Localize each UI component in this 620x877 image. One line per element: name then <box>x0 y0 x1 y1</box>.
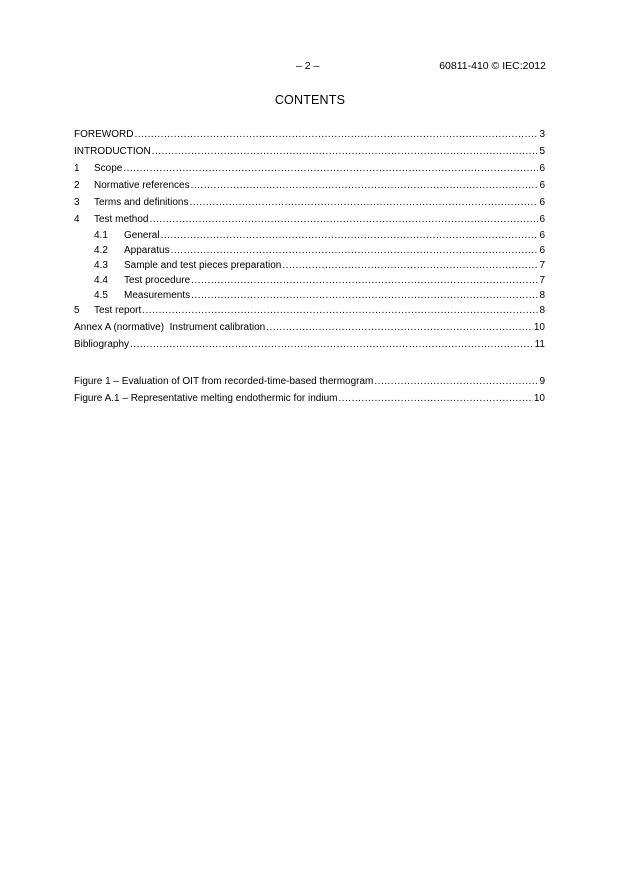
list-of-figures <box>74 376 545 405</box>
toc-entry-title: Annex A (normative) Instrument calibration <box>74 322 266 333</box>
toc-entry-scope[interactable] <box>74 163 545 175</box>
dot-leader <box>266 322 533 334</box>
toc-entry-title: Scope <box>94 163 123 174</box>
toc-entry-page: 7 <box>539 260 545 271</box>
dot-leader <box>123 163 538 175</box>
dot-leader <box>190 197 539 209</box>
header-document-id: 60811-410 © IEC:2012 <box>439 60 546 72</box>
toc-entry-title: General <box>124 230 160 241</box>
toc-entry-page: 7 <box>539 275 545 286</box>
toc-entry-introduction[interactable] <box>74 146 545 158</box>
figure-entry-1[interactable] <box>74 376 545 388</box>
toc-entry-page: 3 <box>539 129 545 140</box>
toc-entry-title: Measurements <box>124 290 191 301</box>
toc-entry-title: Sample and test pieces preparation <box>124 260 282 271</box>
dot-leader <box>282 260 538 272</box>
toc-entry-number: 4 <box>74 214 80 225</box>
dot-leader <box>171 245 539 257</box>
toc-entry-title: Terms and definitions <box>94 197 189 208</box>
toc-entry-page: 6 <box>539 230 545 241</box>
toc-entry-page: 6 <box>539 245 545 256</box>
toc-entry-sample-preparation[interactable] <box>74 260 545 272</box>
toc-entry-test-procedure[interactable] <box>74 275 545 287</box>
toc-entry-number: 1 <box>74 163 80 174</box>
figure-entry-title: Figure 1 – Evaluation of OIT from recorded-time-based thermogram <box>74 376 374 387</box>
toc-entry-bibliography[interactable] <box>74 339 545 351</box>
toc-entry-page: 8 <box>539 305 545 316</box>
dot-leader <box>149 214 538 226</box>
toc-entry-title: Bibliography <box>74 339 130 350</box>
toc-entry-general[interactable] <box>74 230 545 242</box>
dot-leader <box>161 230 539 242</box>
toc-entry-annex-a[interactable] <box>74 322 545 334</box>
toc-entry-page: 6 <box>539 163 545 174</box>
figure-entry-page: 10 <box>533 393 545 404</box>
toc-entry-title: Normative references <box>94 180 190 191</box>
toc-entry-number: 4.3 <box>94 260 108 271</box>
dot-leader <box>130 339 534 351</box>
toc-entry-apparatus[interactable] <box>74 245 545 257</box>
toc-entry-number: 4.2 <box>94 245 108 256</box>
toc-entry-title: Test method <box>94 214 149 225</box>
header-page-number: – 2 – <box>296 60 320 72</box>
toc-entry-measurements[interactable] <box>74 290 545 302</box>
figure-entry-a1[interactable] <box>74 393 545 405</box>
dot-leader <box>374 376 538 388</box>
toc-entry-page: 5 <box>539 146 545 157</box>
toc-entry-page: 8 <box>539 290 545 301</box>
figure-entry-title: Figure A.1 – Representative melting endothermic for indium <box>74 393 338 404</box>
dot-leader <box>142 305 538 317</box>
table-of-contents <box>74 129 545 351</box>
toc-entry-title: Test procedure <box>124 275 191 286</box>
toc-entry-number: 2 <box>74 180 80 191</box>
dot-leader <box>152 146 539 158</box>
toc-entry-title: Apparatus <box>124 245 170 256</box>
toc-entry-page: 10 <box>533 322 545 333</box>
toc-entry-page: 11 <box>534 339 545 350</box>
toc-entry-number: 3 <box>74 197 80 208</box>
figure-entry-page: 9 <box>539 376 545 387</box>
toc-entry-page: 6 <box>539 180 545 191</box>
toc-entry-title: Test report <box>94 305 142 316</box>
dot-leader <box>191 290 538 302</box>
dot-leader <box>191 275 538 287</box>
toc-entry-page: 6 <box>539 197 545 208</box>
toc-entry-page: 6 <box>539 214 545 225</box>
dot-leader <box>338 393 532 405</box>
toc-entry-number: 4.4 <box>94 275 108 286</box>
toc-entry-test-method[interactable] <box>74 214 545 226</box>
toc-entry-terms-definitions[interactable] <box>74 197 545 209</box>
toc-entry-normative-references[interactable] <box>74 180 545 192</box>
toc-entry-title: FOREWORD <box>74 129 134 140</box>
toc-entry-foreword[interactable] <box>74 129 545 141</box>
contents-heading: CONTENTS <box>274 93 346 107</box>
toc-entry-number: 5 <box>74 305 80 316</box>
toc-entry-title: INTRODUCTION <box>74 146 151 157</box>
dot-leader <box>134 129 538 141</box>
toc-entry-test-report[interactable] <box>74 305 545 317</box>
toc-entry-number: 4.1 <box>94 230 108 241</box>
dot-leader <box>191 180 539 192</box>
toc-entry-number: 4.5 <box>94 290 108 301</box>
